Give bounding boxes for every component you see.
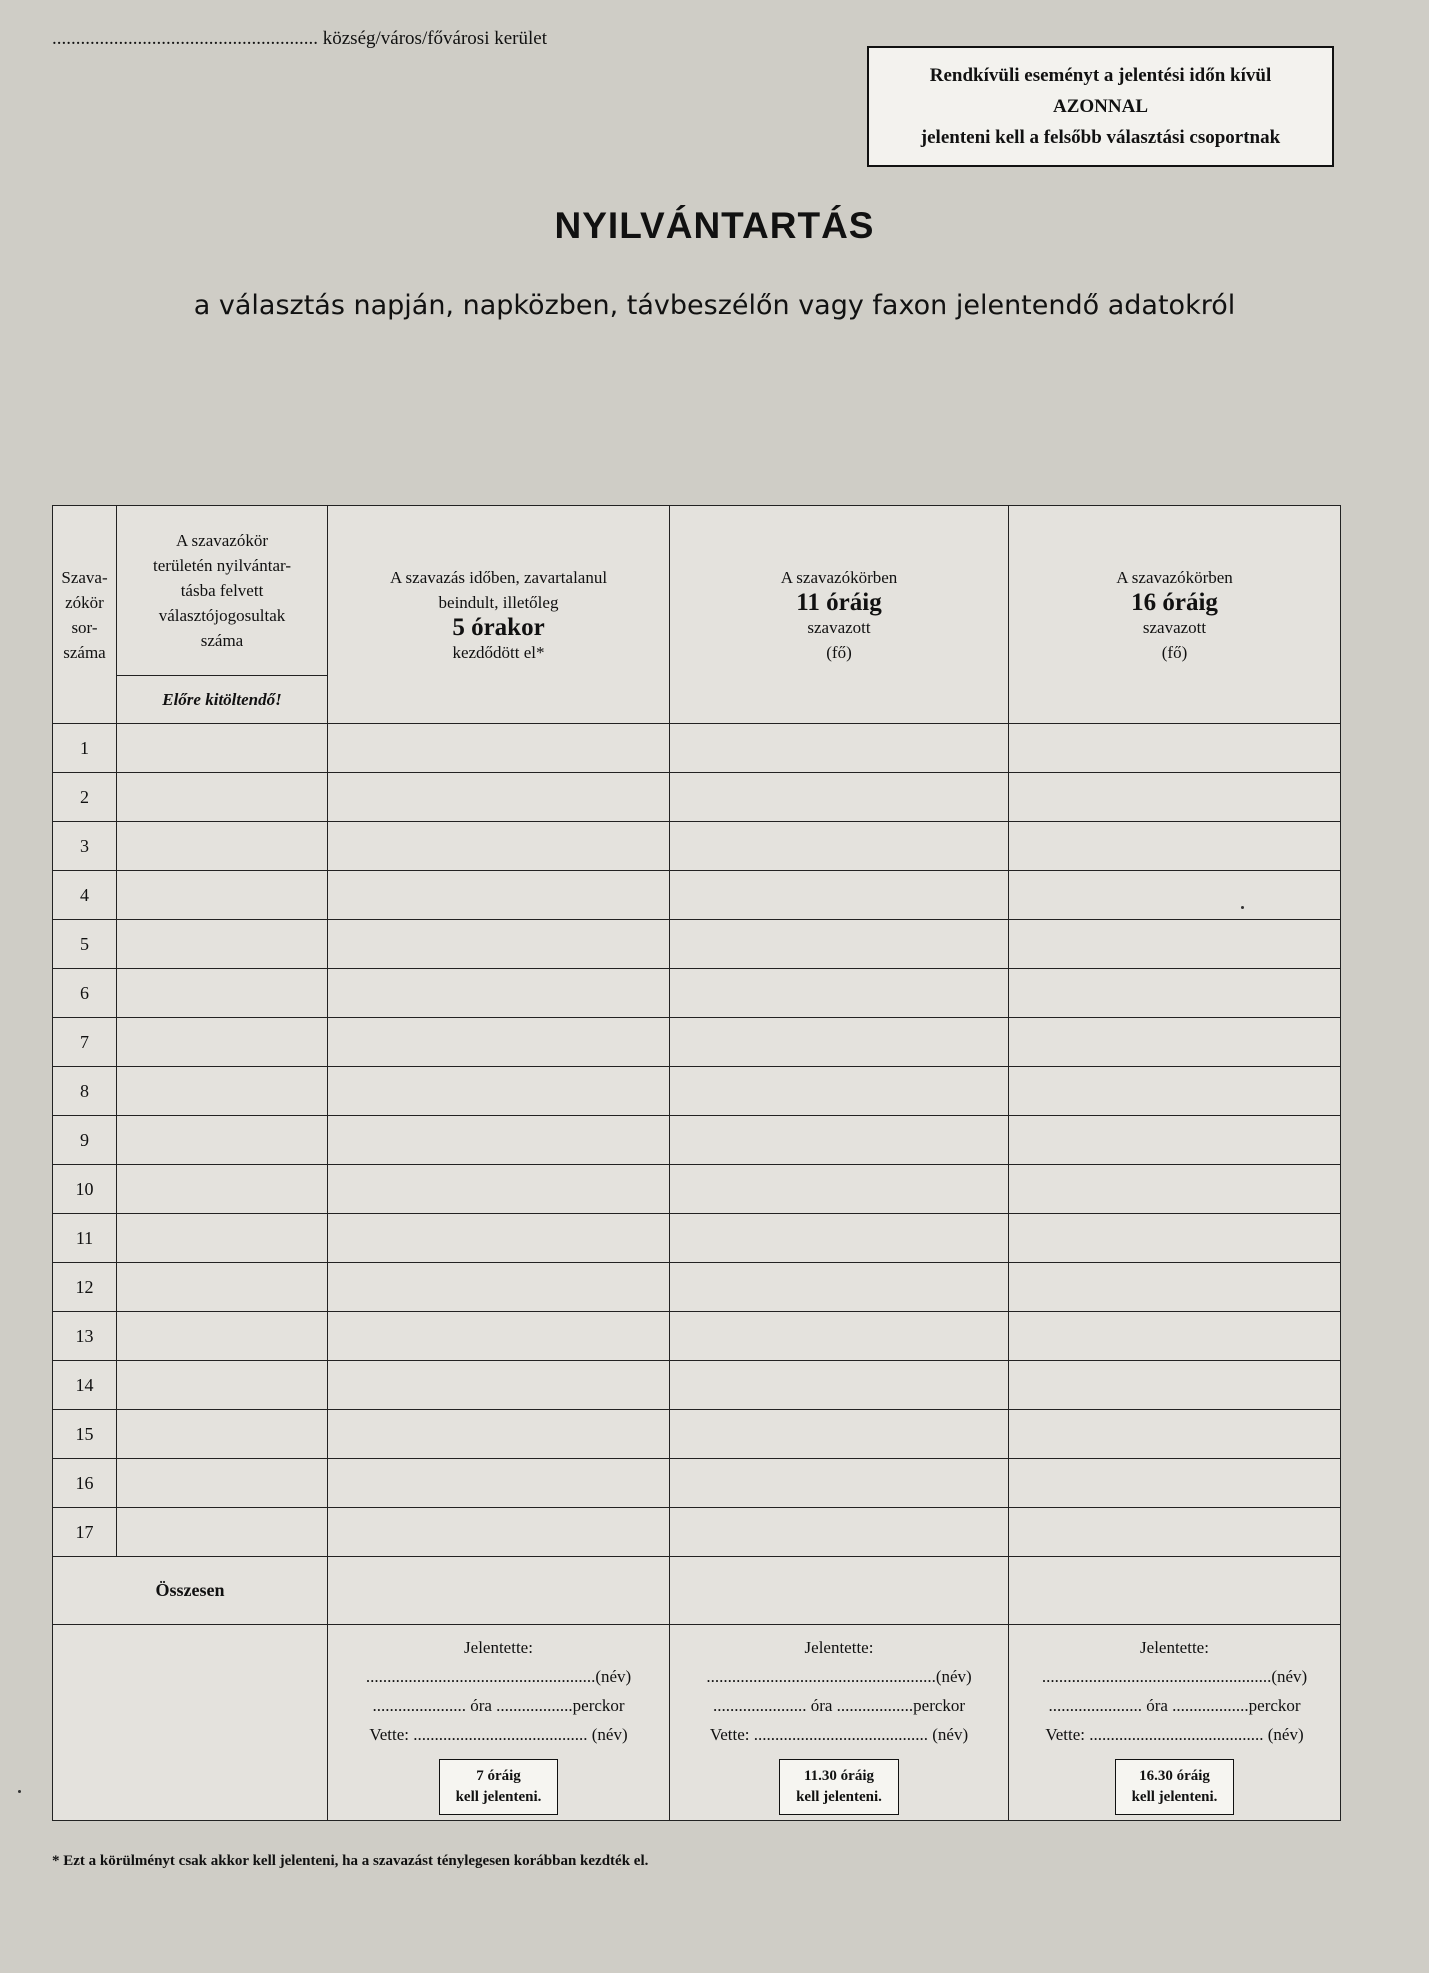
report-block-1130: Jelentette: ......................................................(név) ...................... óra ..................perckor Vette: ......................................... (név) 11.30 óráig kell jelenteni. [670, 1625, 1009, 1821]
table-row: 1 [53, 724, 1341, 773]
received-field[interactable]: Vette: ......................................... (név) [709, 1725, 969, 1744]
column-header-voted-by-11: A szavazókörben 11 óráig szavazott (fő) [670, 506, 1009, 724]
time-field[interactable]: ...................... óra ..................perckor [372, 1696, 625, 1715]
locality-line: ........................................................ község/város/fővárosi kerület [52, 28, 547, 49]
table-row: 11 [53, 1214, 1341, 1263]
table-row: 17 [53, 1508, 1341, 1557]
ink-speck [18, 1790, 21, 1793]
deadline-box: 16.30 óráig kell jelenteni. [1115, 1759, 1235, 1815]
table-row: 15 [53, 1410, 1341, 1459]
table-row: 6 [53, 969, 1341, 1018]
table-row: 7 [53, 1018, 1341, 1067]
notice-line-2: AZONNAL [1052, 96, 1148, 117]
total-label: Összesen [53, 1557, 328, 1625]
column-header-district-number: Szava- zókör sor- száma [53, 506, 117, 724]
prefill-note: Előre kitöltendő! [117, 676, 328, 724]
table-row: 4 [53, 871, 1341, 920]
table-row: 13 [53, 1312, 1341, 1361]
registry-table [52, 505, 1341, 1821]
column-header-voted-by-16: A szavazókörben 16 óráig szavazott (fő) [1009, 506, 1341, 724]
name-field[interactable]: ......................................................(név) [365, 1667, 632, 1686]
name-field[interactable]: ......................................................(név) [1041, 1667, 1308, 1686]
time-field[interactable]: ...................... óra ..................perckor [712, 1696, 966, 1715]
notice-line-1: Rendkívüli eseményt a jelentési időn kívül [929, 65, 1272, 86]
table-row: 16 [53, 1459, 1341, 1508]
table-row: 10 [53, 1165, 1341, 1214]
report-block-7: Jelentette: ......................................................(név) ...................... óra ..................perckor Vette: ......................................... (név) 7 óráig kell jelenteni. [328, 1625, 670, 1821]
table-header-row [53, 506, 1341, 676]
name-field[interactable]: ......................................................(név) [706, 1667, 972, 1686]
deadline-box: 11.30 óráig kell jelenteni. [779, 1759, 899, 1815]
table-row: 8 [53, 1067, 1341, 1116]
report-block-1630: Jelentette: ......................................................(név) ...................... óra ..................perckor Vette: ......................................... (név) 16.30 óráig kell jelenteni. [1009, 1625, 1341, 1821]
notice-line-3: jelenteni kell a felsőbb választási csoportnak [920, 127, 1281, 148]
column-header-voting-start: A szavazás időben, zavartalanul beindult, illetőleg 5 órakor kezdődött el* [328, 506, 670, 724]
table-row: 12 [53, 1263, 1341, 1312]
document-title: NYILVÁNTARTÁS [554, 205, 875, 246]
column-header-registered-voters: A szavazókör területén nyilvántar- tásba felvett választójogosultak száma [117, 506, 328, 676]
total-row [53, 1557, 1341, 1625]
time-field[interactable]: ...................... óra ..................perckor [1048, 1696, 1301, 1715]
ink-speck [1241, 906, 1244, 909]
table-row: 3 [53, 822, 1341, 871]
received-field[interactable]: Vette: ......................................... (név) [369, 1725, 628, 1744]
footnote: * Ezt a körülményt csak akkor kell jelenteni, ha a szavazást ténylegesen korábban kezdték el. [52, 1853, 649, 1869]
deadline-box: 7 óráig kell jelenteni. [439, 1759, 559, 1815]
table-row: 2 [53, 773, 1341, 822]
urgent-notice-box [867, 46, 1334, 167]
received-field[interactable]: Vette: ......................................... (név) [1045, 1725, 1304, 1744]
table-row: 9 [53, 1116, 1341, 1165]
report-row [53, 1625, 1341, 1821]
table-row: 14 [53, 1361, 1341, 1410]
document-subtitle: a választás napján, napközben, távbeszélőn vagy faxon jelentendő adatokról [193, 290, 1236, 321]
table-row: 5 [53, 920, 1341, 969]
